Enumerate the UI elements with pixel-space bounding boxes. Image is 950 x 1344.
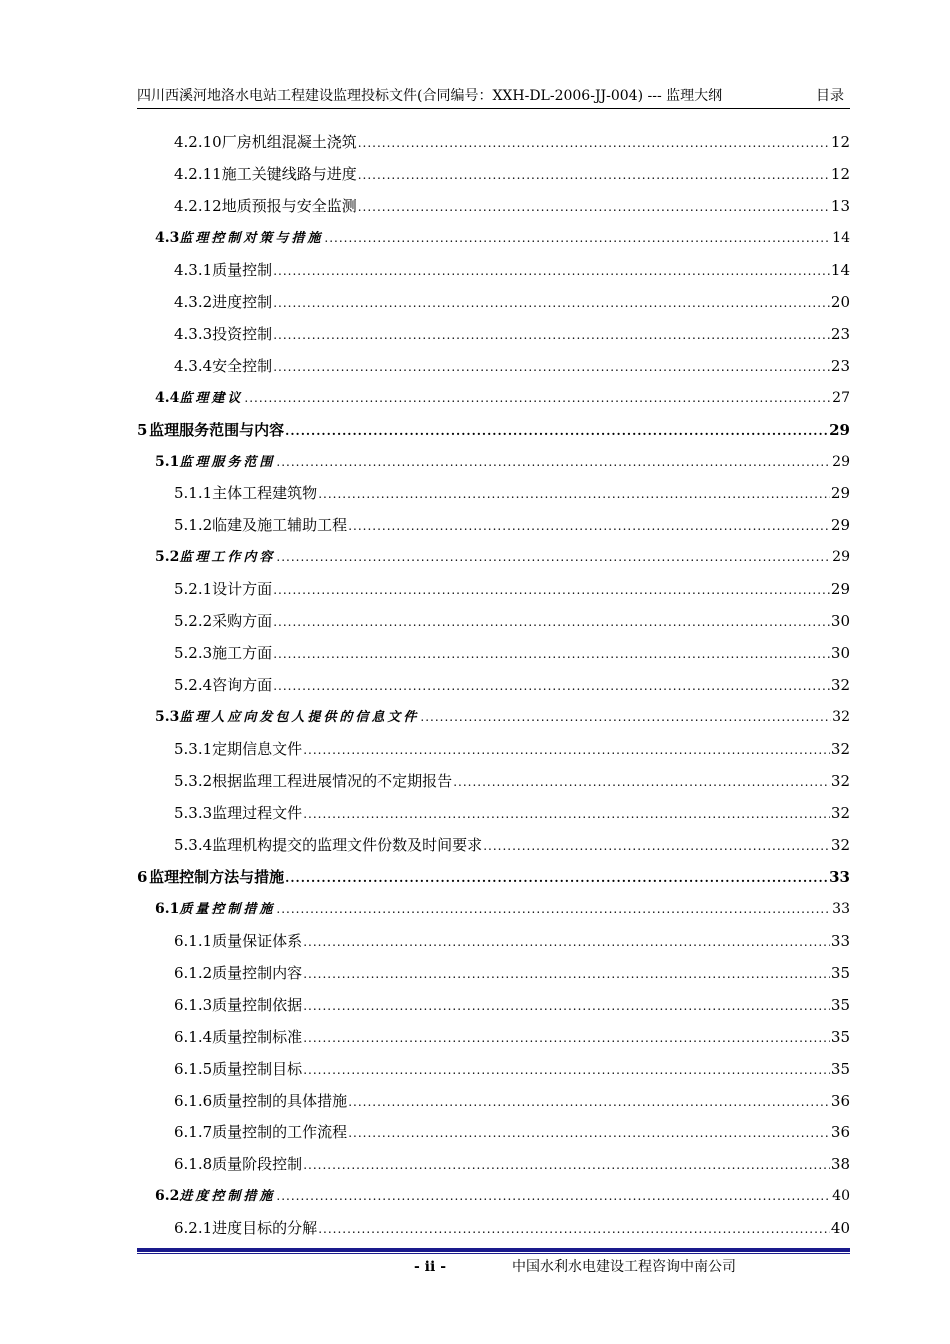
toc-entry-page: 30: [830, 612, 850, 631]
toc-entry[interactable]: [174, 194, 850, 218]
toc-entry-page: 27: [832, 389, 850, 406]
toc-entry-page: 33: [829, 867, 850, 886]
toc-entry-number: 6.1.4: [174, 1027, 213, 1046]
toc-leader-dots: [273, 291, 830, 315]
toc-entry[interactable]: [174, 833, 850, 857]
toc-leader-dots: [348, 1090, 830, 1114]
toc-leader-dots: [273, 355, 830, 379]
toc-entry-page: 40: [830, 1219, 850, 1238]
toc-leader-dots: [453, 770, 830, 794]
toc-entry[interactable]: [174, 258, 850, 282]
toc-entry-page: 14: [832, 229, 850, 246]
toc-entry[interactable]: [174, 1057, 850, 1081]
toc-leader-dots: [285, 419, 828, 443]
toc-entry-page: 12: [830, 164, 850, 183]
toc-entry-page: 13: [830, 196, 850, 215]
toc-entry-page: 32: [830, 803, 850, 822]
toc-leader-dots: [303, 1026, 830, 1050]
toc-entry-page: 29: [829, 420, 850, 439]
toc-entry[interactable]: [155, 450, 850, 474]
page-number: - ii -: [414, 1259, 447, 1275]
company-name: 中国水利水电建设工程咨询中南公司: [512, 1259, 736, 1275]
toc-entry-number: 6.1.7: [174, 1123, 213, 1142]
toc-entry[interactable]: [174, 641, 850, 665]
toc-leader-dots: [303, 930, 830, 954]
toc-entry-page: 36: [830, 1091, 850, 1110]
toc-entry-title: 设计方面: [212, 580, 273, 599]
toc-entry[interactable]: [174, 290, 850, 314]
toc-entry-page: 33: [832, 900, 850, 917]
toc-entry[interactable]: [137, 865, 850, 889]
toc-entry-number: 5.1: [155, 453, 180, 470]
toc-entry-number: 4.3.2: [174, 292, 213, 311]
toc-leader-dots: [244, 386, 831, 410]
toc-leader-dots: [483, 834, 830, 858]
toc-entry[interactable]: [155, 386, 850, 410]
toc-leader-dots: [276, 897, 831, 921]
toc-entry-number: 5.2.4: [174, 676, 213, 695]
toc-entry[interactable]: [174, 1025, 850, 1049]
toc-entry-title: 质量控制标准: [212, 1027, 303, 1046]
toc-entry[interactable]: [174, 322, 850, 346]
toc-entry-page: 33: [830, 931, 850, 950]
toc-entry-title: 监理控制方法与措施: [149, 867, 285, 886]
toc-entry-number: 5.2.1: [174, 580, 213, 599]
toc-entry-number: 4.3.3: [174, 324, 213, 343]
page-header: [137, 86, 850, 109]
toc-entry-number: 6.2.1: [174, 1219, 213, 1238]
toc-entry-number: 5.3.2: [174, 772, 213, 790]
toc-entry-title: 定期信息文件: [212, 740, 303, 758]
toc-entry-number: 5.3: [155, 709, 180, 726]
toc-entry-page: 32: [832, 709, 850, 726]
document-title: 四川西溪河地洛水电站工程建设监理投标文件(合同编号：XXH-DL-2006-JJ-004) --- 监理大纲: [137, 88, 723, 104]
toc-entry[interactable]: [174, 993, 850, 1017]
toc-entry-number: 6.1.6: [174, 1091, 213, 1110]
toc-leader-dots: [303, 738, 830, 762]
toc-leader-dots: [273, 610, 830, 634]
toc-leader-dots: [276, 1184, 831, 1208]
toc-entry-number: 5.1.2: [174, 516, 213, 535]
toc-entry-title: 安全控制: [212, 356, 273, 375]
toc-entry-title: 质量阶段控制: [212, 1155, 303, 1174]
toc-entry-number: 5.3.1: [174, 740, 213, 758]
toc-leader-dots: [303, 962, 830, 986]
toc-entry-page: 40: [832, 1188, 850, 1205]
toc-entry-page: 32: [830, 740, 850, 758]
toc-entry-number: 5.3.4: [174, 835, 213, 854]
toc-leader-dots: [303, 802, 830, 826]
toc-entry-page: 32: [830, 835, 850, 854]
toc-entry-title: 质量保证体系: [212, 931, 303, 950]
section-label: 目录: [816, 88, 844, 104]
toc-entry-number: 5.2.3: [174, 644, 213, 663]
toc-leader-dots: [285, 866, 828, 890]
toc-entry[interactable]: [174, 513, 850, 537]
toc-entry-number: 5.3.3: [174, 803, 213, 822]
toc-leader-dots: [318, 1217, 830, 1241]
toc-entry-title: 质量控制目标: [212, 1059, 303, 1078]
toc-entry-page: 38: [830, 1155, 850, 1174]
toc-entry-title: 监理过程文件: [212, 803, 303, 822]
toc-entry-number: 6.1.8: [174, 1155, 213, 1174]
toc-entry[interactable]: [174, 1216, 850, 1240]
toc-entry-number: 6.1.3: [174, 995, 213, 1014]
toc-entry-number: 6.1.5: [174, 1059, 213, 1078]
toc-entry-title: 质量控制依据: [212, 995, 303, 1014]
toc-leader-dots: [273, 323, 830, 347]
toc-entry-page: 23: [830, 356, 850, 375]
toc-entry[interactable]: [174, 801, 850, 825]
toc-entry[interactable]: [174, 737, 850, 761]
toc-leader-dots: [318, 482, 830, 506]
toc-entry-page: 30: [830, 644, 850, 663]
toc-leader-dots: [276, 450, 831, 474]
toc-entry-title: 监理人应向发包人提供的信息文件: [179, 710, 420, 726]
toc-entry-number: 5.2: [155, 549, 180, 566]
toc-entry[interactable]: [174, 929, 850, 953]
toc-leader-dots: [324, 226, 831, 250]
toc-entry[interactable]: [174, 1152, 850, 1176]
toc-entry-number: 6.2: [155, 1188, 180, 1205]
toc-entry-page: 35: [830, 995, 850, 1014]
toc-leader-dots: [358, 131, 830, 155]
toc-entry-page: 32: [830, 772, 850, 790]
toc-entry-title: 临建及施工辅助工程: [212, 516, 348, 535]
toc-entry-page: 36: [830, 1123, 850, 1142]
toc-entry-number: 4.3.1: [174, 260, 213, 279]
toc-entry-page: 23: [830, 324, 850, 343]
toc-entry[interactable]: [174, 609, 850, 633]
toc-entry-title: 地质预报与安全监测: [221, 196, 357, 215]
toc-entry-title: 监理控制对策与措施: [179, 230, 324, 246]
toc-entry-number: 4.3.4: [174, 356, 213, 375]
toc-entry-title: 主体工程建筑物: [212, 484, 318, 503]
toc-entry[interactable]: [155, 1184, 850, 1208]
toc-entry-page: 35: [830, 963, 850, 982]
toc-entry[interactable]: [174, 961, 850, 985]
toc-entry-number: 4.2.12: [174, 196, 222, 215]
toc-entry-title: 质量控制: [212, 260, 273, 279]
toc-entry[interactable]: [174, 1120, 850, 1144]
toc-entry-page: 29: [832, 549, 850, 566]
toc-entry-title: 质量控制的工作流程: [212, 1123, 348, 1142]
toc-leader-dots: [348, 514, 830, 538]
toc-entry[interactable]: [174, 1089, 850, 1113]
toc-entry-number: 6: [137, 867, 148, 886]
toc-entry-number: 5.1.1: [174, 484, 213, 503]
toc-entry-page: 35: [830, 1059, 850, 1078]
toc-entry[interactable]: [174, 130, 850, 154]
toc-entry-page: 12: [830, 133, 850, 151]
toc-entry[interactable]: [174, 769, 850, 793]
toc-entry-title: 进度控制措施: [179, 1189, 276, 1205]
toc-leader-dots: [303, 994, 830, 1018]
toc-entry-title: 施工方面: [212, 644, 273, 663]
toc-leader-dots: [303, 1153, 830, 1177]
toc-entry-page: 14: [830, 260, 850, 279]
toc-entry-title: 采购方面: [212, 612, 273, 631]
toc-entry-title: 质量控制措施: [179, 901, 276, 917]
toc-entry-title: 监理机构提交的监理文件份数及时间要求: [212, 835, 483, 854]
toc-leader-dots: [273, 578, 830, 602]
toc-leader-dots: [303, 1058, 830, 1082]
toc-entry[interactable]: [155, 226, 850, 250]
toc-leader-dots: [273, 674, 830, 698]
toc-entry-title: 监理工作内容: [179, 550, 276, 566]
toc-entry-number: 5: [137, 420, 148, 439]
toc-entry[interactable]: [155, 897, 850, 921]
toc-entry-page: 29: [832, 453, 850, 470]
toc-leader-dots: [276, 545, 831, 569]
toc-entry-number: 4.3: [155, 229, 180, 246]
toc-entry-title: 厂房机组混凝土浇筑: [221, 133, 357, 151]
toc-entry-title: 监理建议: [179, 390, 244, 406]
toc-entry-page: 20: [830, 292, 850, 311]
toc-entry[interactable]: [155, 705, 850, 729]
toc-entry-number: 5.2.2: [174, 612, 213, 631]
toc-entry-title: 进度目标的分解: [212, 1219, 318, 1238]
toc-entry-title: 监理服务范围与内容: [149, 420, 285, 439]
toc-entry-number: 6.1: [155, 900, 180, 917]
toc-leader-dots: [358, 163, 830, 187]
toc-entry-number: 4.2.11: [174, 164, 222, 183]
toc-entry-title: 质量控制内容: [212, 963, 303, 982]
toc-entry-page: 29: [830, 580, 850, 599]
toc-entry-title: 咨询方面: [212, 676, 273, 695]
toc-entry[interactable]: [174, 162, 850, 186]
toc-entry[interactable]: [137, 418, 850, 442]
toc-leader-dots: [348, 1121, 830, 1145]
toc-entry-title: 进度控制: [212, 292, 273, 311]
toc-entry-number: 4.4: [155, 389, 180, 406]
toc-entry-number: 4.2.10: [174, 133, 222, 151]
toc-entry[interactable]: [174, 354, 850, 378]
toc-entry-title: 质量控制的具体措施: [212, 1091, 348, 1110]
toc-leader-dots: [420, 705, 831, 729]
toc-entry-page: 29: [830, 484, 850, 503]
page-footer: [137, 1256, 850, 1278]
toc-leader-dots: [358, 195, 830, 219]
toc-entry-page: 29: [830, 516, 850, 535]
toc-entry[interactable]: [155, 545, 850, 569]
toc-entry-page: 35: [830, 1027, 850, 1046]
toc-leader-dots: [273, 642, 830, 666]
toc-entry-number: 6.1.2: [174, 963, 213, 982]
toc-entry-title: 投资控制: [212, 324, 273, 343]
toc-leader-dots: [273, 259, 830, 283]
toc-entry[interactable]: [174, 481, 850, 505]
toc-entry-page: 32: [830, 676, 850, 695]
toc-entry-title: 施工关键线路与进度: [221, 164, 357, 183]
footer-rule: [137, 1248, 850, 1255]
toc-entry[interactable]: [174, 577, 850, 601]
toc-entry[interactable]: [174, 673, 850, 697]
toc-entry-title: 监理服务范围: [179, 454, 276, 470]
toc-entry-title: 根据监理工程进展情况的不定期报告: [212, 772, 453, 790]
toc-entry-number: 6.1.1: [174, 931, 213, 950]
